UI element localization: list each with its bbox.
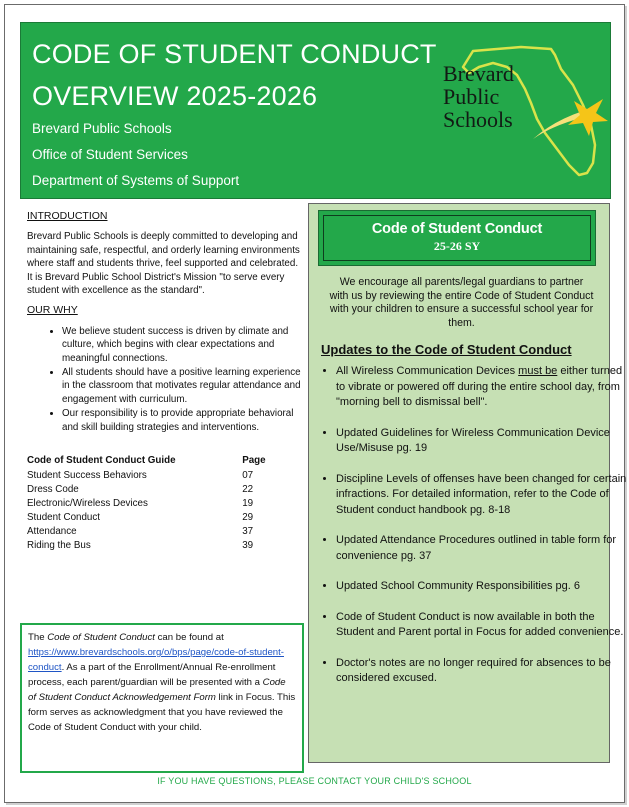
- badge-title: Code of Student Conduct: [371, 221, 543, 237]
- subtitle-department: Department of Systems of Support: [32, 173, 240, 188]
- footer-contact: IF YOU HAVE QUESTIONS, PLEASE CONTACT YOUR CHILD'S SCHOOL: [157, 776, 472, 786]
- list-item: • All students should have a positive learning experience in the classroom that motivates regular attendance and engagement with curriculum.: [62, 366, 302, 406]
- list-item: • Updated Attendance Procedures outlined in table form for convenience pg. 37: [336, 533, 629, 564]
- why-list: [27, 325, 302, 434]
- encourage-text: We encourage all parents/legal guardians to partner with us by reviewing the entire Code of Student Conduct with your children to ensure a successful school year for them.: [329, 276, 594, 329]
- page-heading: Page: [242, 455, 266, 467]
- updates-heading: Updates to the Code of Student Conduct: [321, 342, 572, 357]
- updates-panel: [308, 203, 627, 763]
- subtitle-district: Brevard Public Schools: [32, 121, 172, 136]
- code-of-conduct-link[interactable]: https://www.brevardschools.org/o/bps/page/code-of-student-conduct: [28, 647, 284, 673]
- guide-page: 07: [242, 469, 254, 481]
- table-row: [27, 483, 302, 497]
- guide-topic: Student Success Behaviors: [27, 469, 147, 481]
- list-item: • Discipline Levels of offenses have been changed for certain infractions. For detailed information, refer to the Code of Student conduct handbook pg. 8-18: [336, 472, 629, 519]
- header-banner: [20, 22, 611, 199]
- guide-page: 29: [242, 511, 254, 523]
- guide-page: 39: [242, 539, 254, 551]
- badge-school-year: 25-26 SY: [433, 239, 481, 253]
- list-item: • We believe student success is driven by climate and culture, which begins with clear expectations and meaningful connections.: [62, 325, 302, 365]
- note-emphasis: Code of Student Conduct Acknowledgement Form: [28, 677, 286, 703]
- table-row: [27, 511, 302, 525]
- title-line-1: CODE OF STUDENT CONDUCT: [32, 39, 437, 69]
- table-row: [27, 469, 302, 483]
- guide-topic: Dress Code: [27, 483, 79, 495]
- table-row: [27, 539, 302, 553]
- updates-list: [309, 364, 629, 702]
- left-column: [27, 210, 302, 553]
- guide-topic: Student Conduct: [27, 511, 100, 523]
- logo-word-schools: Schools: [443, 107, 513, 132]
- page-title: [32, 33, 437, 117]
- guide-topic: Electronic/Wireless Devices: [27, 497, 148, 509]
- list-item: • Updated School Community Responsibilities pg. 6: [336, 579, 629, 595]
- logo-word-brevard: Brevard: [443, 61, 514, 86]
- table-row: [27, 525, 302, 539]
- intro-heading: INTRODUCTION: [27, 210, 108, 222]
- list-item: • Updated Guidelines for Wireless Communication Device Use/Misuse pg. 19: [336, 426, 629, 457]
- conduct-badge: [318, 210, 596, 266]
- list-item: [336, 364, 629, 411]
- guide-page: 22: [242, 483, 254, 495]
- guide-table: [27, 454, 302, 552]
- update-text: All Wireless Communication Devices: [336, 365, 519, 377]
- note-emphasis: Code of Student Conduct: [47, 632, 155, 643]
- guide-page: 19: [242, 497, 254, 509]
- note-text: link in Focus. This form serves as acknowledgment that you have reviewed the Code of Student Conduct with your child.: [28, 692, 296, 733]
- subtitle-office: Office of Student Services: [32, 147, 188, 162]
- why-heading: OUR WHY: [27, 304, 78, 317]
- intro-text: Brevard Public Schools is deeply committed to developing and maintaining safe, respectful, and orderly learning environments where staff and students thrive, feel supported and celebrated. It is Brevard Public School District's Mission "to serve every student with excellence as the standard".: [27, 231, 300, 297]
- guide-topic: Riding the Bus: [27, 539, 91, 551]
- note-text: . As a part of the Enrollment/Annual Re-enrollment process, each parent/guardian will be presented with a: [28, 662, 276, 688]
- note-text: can be found at: [154, 632, 224, 643]
- table-header-row: [27, 454, 302, 468]
- table-row: [27, 497, 302, 511]
- guide-topic: Attendance: [27, 525, 77, 537]
- note-text: The: [28, 632, 48, 643]
- list-item: • Our responsibility is to provide appropriate behavioral and skill building strategies and interventions.: [62, 407, 302, 434]
- list-item: • Doctor's notes are no longer required for absences to be considered excused.: [336, 656, 629, 687]
- acknowledgement-note: [20, 623, 304, 773]
- update-emphasis: must be: [518, 365, 558, 377]
- update-text: either turned to vibrate or powered off during the entire school day, from "morning bell to dismissal bell".: [336, 365, 623, 408]
- list-item: • Code of Student Conduct is now available in both the Student and Parent portal in Focus for added convenience.: [336, 610, 629, 641]
- badge-border: [323, 215, 591, 261]
- title-line-2: OVERVIEW 2025-2026: [32, 81, 318, 111]
- guide-page: 37: [242, 525, 254, 537]
- logo-word-public: Public: [443, 84, 500, 109]
- guide-heading: Code of Student Conduct Guide: [27, 455, 176, 467]
